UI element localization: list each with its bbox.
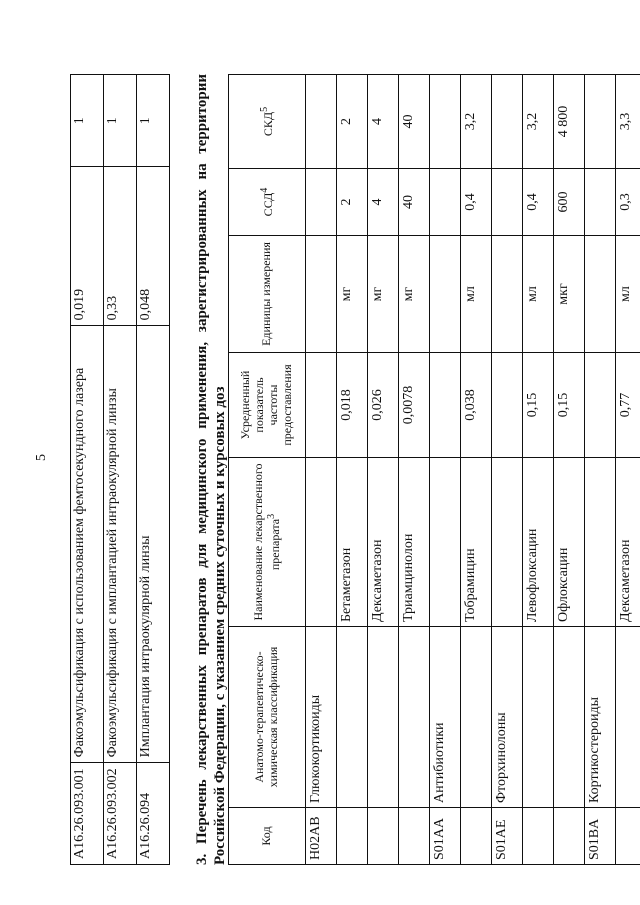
drug-row (430, 75, 461, 865)
drug-unit: мг (368, 236, 399, 353)
drug-skd: 3,2 (461, 75, 492, 169)
drug-unit: мл (461, 236, 492, 353)
drug-name: Бетаметазон (337, 458, 368, 627)
drug-name: Триамцинолон (399, 458, 430, 627)
drug-row (523, 75, 554, 865)
drug-ssd (306, 169, 337, 236)
drug-code: H02AB (306, 808, 337, 865)
header-skd-text: СКД (260, 111, 275, 137)
drug-atc-group (616, 627, 640, 808)
drug-frequency (585, 353, 616, 458)
procedure-row (71, 75, 104, 865)
drug-atc-group (337, 627, 368, 808)
drug-skd: 3,2 (523, 75, 554, 169)
procedure-multiplicity: 1 (71, 75, 104, 167)
drug-code: S01BA (585, 808, 616, 865)
drug-ssd: 4 (368, 169, 399, 236)
procedure-code: A16.26.094 (137, 763, 170, 865)
drug-atc-group (554, 627, 585, 808)
drug-name: Офлоксацин (554, 458, 585, 627)
header-skd-footnote: 5 (258, 106, 270, 112)
header-ssd (229, 169, 306, 236)
drug-row (585, 75, 616, 865)
drug-atc-group (523, 627, 554, 808)
drug-row (337, 75, 368, 865)
drug-unit: мг (399, 236, 430, 353)
drug-ssd (585, 169, 616, 236)
drug-row (368, 75, 399, 865)
drug-atc-group: Кортикостероиды (585, 627, 616, 808)
header-code: Код (229, 808, 306, 865)
drug-unit: мл (616, 236, 640, 353)
drug-unit (492, 236, 523, 353)
drug-skd (430, 75, 461, 169)
drug-row (616, 75, 640, 865)
procedure-name: Факоэмульсификация с использованием фемтосекундного лазера (71, 326, 104, 763)
drug-row (492, 75, 523, 865)
drug-ssd: 0,3 (616, 169, 640, 236)
drug-name: Дексаметазон (616, 458, 640, 627)
drug-frequency: 0,0078 (399, 353, 430, 458)
procedure-row (137, 75, 170, 865)
drug-skd: 2 (337, 75, 368, 169)
drug-name: Левофлоксацин (523, 458, 554, 627)
drug-ssd: 40 (399, 169, 430, 236)
drug-ssd (492, 169, 523, 236)
drug-atc-group: Фторхинолоны (492, 627, 523, 808)
drug-frequency: 0,77 (616, 353, 640, 458)
drug-ssd (430, 169, 461, 236)
drug-atc-group: Глюкокортикоиды (306, 627, 337, 808)
drug-frequency: 0,026 (368, 353, 399, 458)
drug-ssd: 0,4 (523, 169, 554, 236)
drug-name (306, 458, 337, 627)
drug-unit (306, 236, 337, 353)
drug-code (616, 808, 640, 865)
header-skd (229, 75, 306, 169)
drug-frequency: 0,15 (523, 353, 554, 458)
procedure-name: Имплантация интраокулярной линзы (137, 326, 170, 763)
drug-atc-group (461, 627, 492, 808)
drug-row (554, 75, 585, 865)
drug-table-header-row (229, 75, 306, 865)
drug-ssd: 2 (337, 169, 368, 236)
header-ssd-footnote: 4 (258, 187, 270, 193)
section-heading: 3. Перечень лекарственных препаратов для медицинского применения, зарегистрированных на территории Российской Федерации, с указанием средних суточных и курсовых доз (194, 74, 228, 865)
drug-unit (585, 236, 616, 353)
drug-ssd: 600 (554, 169, 585, 236)
drug-atc-group (368, 627, 399, 808)
drug-unit: мкг (554, 236, 585, 353)
drug-frequency (492, 353, 523, 458)
procedure-row (104, 75, 137, 865)
drug-ssd: 0,4 (461, 169, 492, 236)
drug-code (554, 808, 585, 865)
drug-name (585, 458, 616, 627)
drug-unit: мг (337, 236, 368, 353)
header-drug-footnote: 3 (265, 513, 277, 519)
drug-name: Тобрамицин (461, 458, 492, 627)
header-unit: Единицы измерения (229, 236, 306, 353)
drug-frequency: 0,15 (554, 353, 585, 458)
header-drug (229, 458, 306, 627)
drug-atc-group (399, 627, 430, 808)
drug-unit: мл (523, 236, 554, 353)
drug-name (430, 458, 461, 627)
procedure-frequency: 0,33 (104, 167, 137, 326)
drug-skd (585, 75, 616, 169)
procedure-multiplicity: 1 (137, 75, 170, 167)
drug-name (492, 458, 523, 627)
drug-atc-group: Антибиотики (430, 627, 461, 808)
procedure-name: Факоэмульсификация с имплантацией интраокулярной линзы (104, 326, 137, 763)
drug-table (228, 74, 640, 865)
procedures-table (70, 74, 170, 865)
drug-code: S01AE (492, 808, 523, 865)
drug-row (399, 75, 430, 865)
header-atc: Анатомо-терапевтическо-химическая классификация (229, 627, 306, 808)
procedure-multiplicity: 1 (104, 75, 137, 167)
procedure-frequency: 0,048 (137, 167, 170, 326)
drug-code (399, 808, 430, 865)
drug-code (337, 808, 368, 865)
page-number: 5 (34, 454, 49, 461)
drug-code (368, 808, 399, 865)
procedure-frequency: 0,019 (71, 167, 104, 326)
drug-skd: 40 (399, 75, 430, 169)
header-frequency: Усредненный показатель частоты предоставления (229, 353, 306, 458)
drug-skd: 3,3 (616, 75, 640, 169)
drug-skd: 4 (368, 75, 399, 169)
drug-name: Дексаметазон (368, 458, 399, 627)
drug-code: S01AA (430, 808, 461, 865)
drug-skd (492, 75, 523, 169)
drug-unit (430, 236, 461, 353)
drug-row (306, 75, 337, 865)
procedure-code: A16.26.093.002 (104, 763, 137, 865)
procedure-code: A16.26.093.001 (71, 763, 104, 865)
header-drug-text: Наименование лекарственного препарата (250, 463, 282, 621)
drug-code (461, 808, 492, 865)
drug-frequency (306, 353, 337, 458)
drug-row (461, 75, 492, 865)
drug-frequency: 0,018 (337, 353, 368, 458)
drug-frequency (430, 353, 461, 458)
drug-skd: 4 800 (554, 75, 585, 169)
drug-code (523, 808, 554, 865)
drug-frequency: 0,038 (461, 353, 492, 458)
header-ssd-text: ССД (260, 192, 275, 217)
drug-skd (306, 75, 337, 169)
